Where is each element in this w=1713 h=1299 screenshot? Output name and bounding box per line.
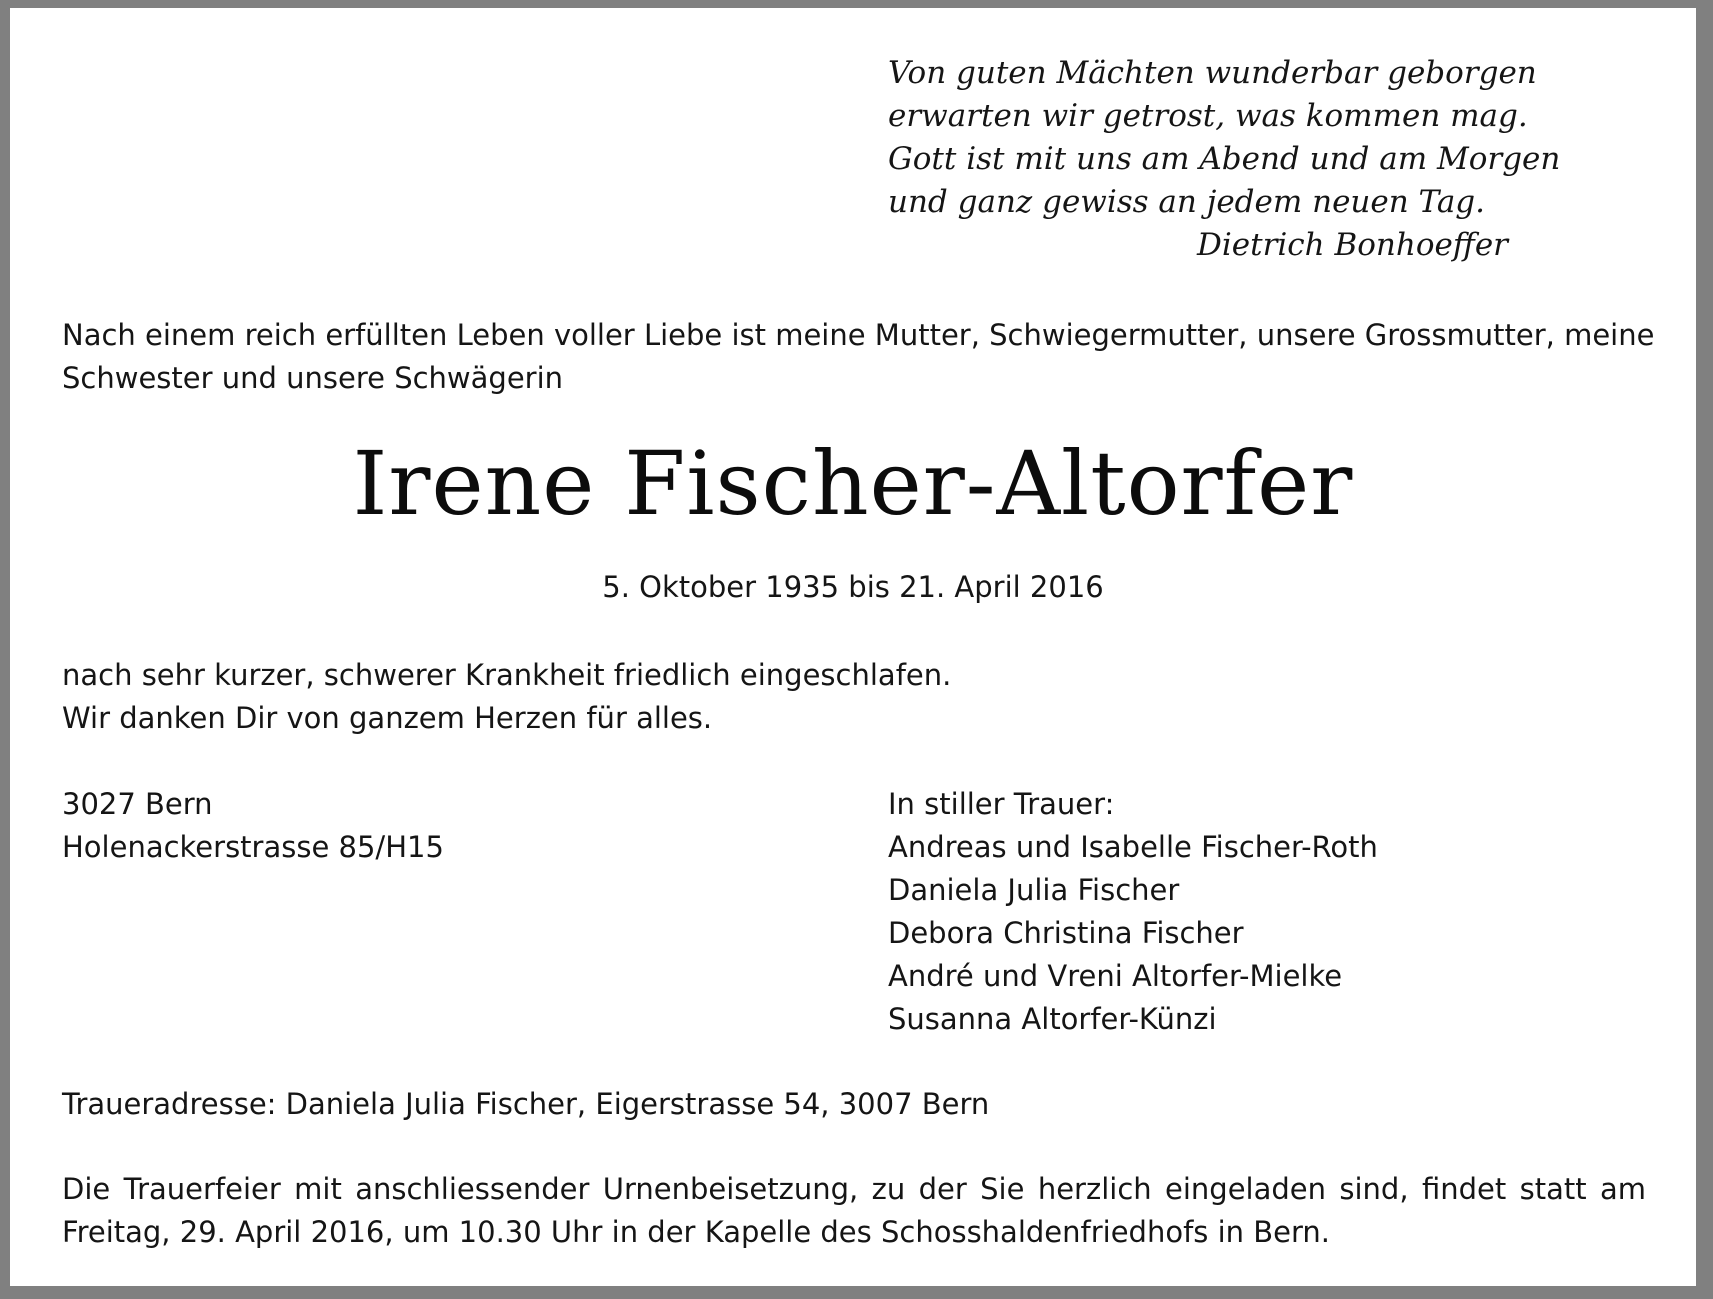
quote-line: erwarten wir getrost, was kommen mag. <box>888 98 1528 134</box>
closing-text <box>62 654 951 740</box>
mourners-list <box>888 783 1378 1041</box>
intro-text: Nach einem reich erfüllten Leben voller Liebe ist meine Mutter, Schwiegermutter, unsere Grossmutter, meine Schwester und unsere Schwägerin <box>62 318 1655 395</box>
obituary-notice <box>10 8 1696 1286</box>
mourner-name: Debora Christina Fischer <box>888 916 1244 950</box>
mourner-name: André und Vreni Altorfer-Mielke <box>888 959 1343 993</box>
quote-line: Von guten Mächten wunderbar geborgen <box>888 55 1537 91</box>
quote-line: und ganz gewiss an jedem neuen Tag. <box>888 184 1486 220</box>
address-line: 3027 Bern <box>62 787 213 821</box>
closing-line: Wir danken Dir von ganzem Herzen für alles. <box>62 701 713 735</box>
deceased-name: Irene Fischer-Altorfer <box>352 432 1354 535</box>
quote-author: Dietrich Bonhoeffer <box>1197 227 1508 263</box>
home-address <box>62 783 444 869</box>
mourning-address: Traueradresse: Daniela Julia Fischer, Eigerstrasse 54, 3007 Bern <box>62 1087 990 1121</box>
mourner-name: Daniela Julia Fischer <box>888 873 1180 907</box>
mourners-heading: In stiller Trauer: <box>888 787 1115 821</box>
address-line: Holenackerstrasse 85/H15 <box>62 830 444 864</box>
life-dates: 5. Oktober 1935 bis 21. April 2016 <box>602 570 1104 604</box>
quote-line: Gott ist mit uns am Abend und am Morgen <box>888 141 1561 177</box>
ceremony-info: Die Trauerfeier mit anschliessender Urnenbeisetzung, zu der Sie herzlich eingeladen sind, findet statt am Freitag, 29. April 2016, um 10.30 Uhr in der Kapelle des Schosshaldenfriedhofs in Bern. <box>62 1172 1646 1249</box>
closing-line: nach sehr kurzer, schwerer Krankheit friedlich eingeschlafen. <box>62 658 952 692</box>
mourner-name: Andreas und Isabelle Fischer-Roth <box>888 830 1378 864</box>
bonhoeffer-quote <box>888 52 1561 263</box>
mourner-name: Susanna Altorfer-Künzi <box>888 1002 1217 1036</box>
